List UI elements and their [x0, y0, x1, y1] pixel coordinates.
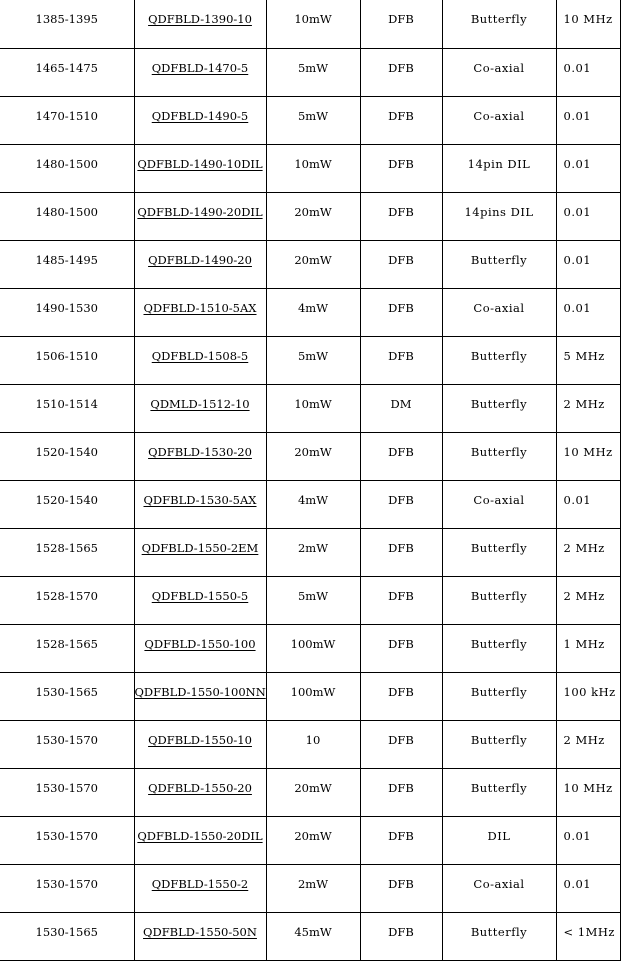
package-cell: Butterfly [442, 528, 556, 576]
table-row [0, 240, 620, 288]
package-cell: Butterfly [442, 912, 556, 960]
table-row [0, 624, 620, 672]
part-number-link[interactable]: QDFBLD-1550-5 [151, 588, 249, 603]
laser-type-cell: DFB [360, 912, 442, 960]
package-cell: Butterfly [442, 624, 556, 672]
power-cell: 20mW [266, 768, 360, 816]
table-row [0, 96, 620, 144]
laser-type-cell: DFB [360, 336, 442, 384]
power-cell: 5mW [266, 48, 360, 96]
linewidth-cell: 0.01 [556, 288, 620, 336]
part-number-link[interactable]: QDFBLD-1510-5AX [143, 300, 257, 315]
wavelength-cell: 1465-1475 [0, 48, 134, 96]
wavelength-cell: 1528-1565 [0, 624, 134, 672]
power-cell: 20mW [266, 816, 360, 864]
part-number-cell [134, 576, 266, 624]
part-number-link[interactable]: QDFBLD-1550-20 [148, 780, 252, 795]
wavelength-cell: 1530-1565 [0, 912, 134, 960]
linewidth-cell: 5 MHz [556, 336, 620, 384]
wavelength-cell: 1528-1565 [0, 528, 134, 576]
laser-type-cell: DFB [360, 288, 442, 336]
linewidth-cell: 2 MHz [556, 384, 620, 432]
part-number-link[interactable]: QDFBLD-1390-10 [148, 12, 252, 26]
wavelength-cell: 1485-1495 [0, 240, 134, 288]
table-row [0, 432, 620, 480]
laser-type-cell: DFB [360, 528, 442, 576]
table-row [0, 864, 620, 912]
table-row [0, 48, 620, 96]
part-number-cell [134, 864, 266, 912]
part-number-link[interactable]: QDFBLD-1470-5 [151, 60, 249, 75]
linewidth-cell: 100 kHz [556, 672, 620, 720]
part-number-cell [134, 432, 266, 480]
package-cell: Butterfly [442, 720, 556, 768]
part-number-link[interactable]: QDFBLD-1490-20DIL [137, 204, 263, 219]
linewidth-cell: 0.01 [556, 816, 620, 864]
package-cell: Co-axial [442, 48, 556, 96]
power-cell: 10 [266, 720, 360, 768]
wavelength-cell: 1490-1530 [0, 288, 134, 336]
part-number-link[interactable]: QDFBLD-1508-5 [151, 348, 249, 363]
power-cell: 5mW [266, 96, 360, 144]
power-cell: 4mW [266, 288, 360, 336]
part-number-link[interactable]: QDFBLD-1550-2 [151, 876, 249, 891]
power-cell: 2mW [266, 864, 360, 912]
linewidth-cell: 10 MHz [556, 0, 620, 48]
table-row [0, 384, 620, 432]
package-cell: 14pins DIL [442, 192, 556, 240]
power-cell: 4mW [266, 480, 360, 528]
table-row [0, 480, 620, 528]
part-number-cell [134, 912, 266, 960]
wavelength-cell: 1506-1510 [0, 336, 134, 384]
part-number-cell [134, 48, 266, 96]
laser-type-cell: DFB [360, 480, 442, 528]
laser-type-cell: DM [360, 384, 442, 432]
package-cell: 14pin DIL [442, 144, 556, 192]
power-cell: 10mW [266, 144, 360, 192]
package-cell: Co-axial [442, 96, 556, 144]
linewidth-cell: 0.01 [556, 240, 620, 288]
laser-type-cell: DFB [360, 576, 442, 624]
wavelength-cell: 1470-1510 [0, 96, 134, 144]
part-number-cell [134, 336, 266, 384]
linewidth-cell: 2 MHz [556, 576, 620, 624]
wavelength-cell: 1510-1514 [0, 384, 134, 432]
linewidth-cell: < 1MHz [556, 912, 620, 960]
laser-type-cell: DFB [360, 96, 442, 144]
power-cell: 10mW [266, 384, 360, 432]
linewidth-cell: 0.01 [556, 480, 620, 528]
power-cell: 10mW [266, 0, 360, 48]
linewidth-cell: 2 MHz [556, 720, 620, 768]
linewidth-cell: 0.01 [556, 192, 620, 240]
wavelength-cell: 1520-1540 [0, 432, 134, 480]
linewidth-cell: 2 MHz [556, 528, 620, 576]
part-number-cell [134, 528, 266, 576]
wavelength-cell: 1480-1500 [0, 192, 134, 240]
laser-type-cell: DFB [360, 720, 442, 768]
package-cell: Butterfly [442, 240, 556, 288]
part-number-link[interactable]: QDFBLD-1550-100NN [134, 684, 266, 699]
laser-type-cell: DFB [360, 768, 442, 816]
package-cell: Butterfly [442, 336, 556, 384]
laser-type-cell: DFB [360, 0, 442, 48]
package-cell: Butterfly [442, 576, 556, 624]
table-row [0, 768, 620, 816]
table-row [0, 288, 620, 336]
part-number-link[interactable]: QDFBLD-1490-20 [148, 252, 252, 267]
part-number-cell [134, 768, 266, 816]
part-number-link[interactable]: QDFBLD-1550-100 [144, 636, 256, 651]
laser-type-cell: DFB [360, 672, 442, 720]
linewidth-cell: 1 MHz [556, 624, 620, 672]
laser-type-cell: DFB [360, 864, 442, 912]
laser-type-cell: DFB [360, 144, 442, 192]
wavelength-cell: 1385-1395 [0, 0, 134, 48]
power-cell: 100mW [266, 672, 360, 720]
power-cell: 20mW [266, 240, 360, 288]
part-number-link[interactable]: QDFBLD-1490-5 [151, 108, 249, 123]
part-number-link[interactable]: QDFBLD-1530-5AX [143, 492, 257, 507]
wavelength-cell: 1528-1570 [0, 576, 134, 624]
part-number-cell [134, 384, 266, 432]
package-cell: Co-axial [442, 288, 556, 336]
part-number-link[interactable]: QDFBLD-1490-10DIL [137, 156, 263, 171]
power-cell: 45mW [266, 912, 360, 960]
wavelength-cell: 1530-1570 [0, 864, 134, 912]
power-cell: 5mW [266, 336, 360, 384]
part-number-cell [134, 672, 266, 720]
part-number-cell [134, 624, 266, 672]
laser-type-cell: DFB [360, 816, 442, 864]
table-row [0, 672, 620, 720]
part-number-cell [134, 480, 266, 528]
wavelength-cell: 1530-1570 [0, 816, 134, 864]
wavelength-cell: 1530-1570 [0, 768, 134, 816]
power-cell: 2mW [266, 528, 360, 576]
wavelength-cell: 1480-1500 [0, 144, 134, 192]
part-number-cell [134, 192, 266, 240]
table-row [0, 720, 620, 768]
wavelength-cell: 1520-1540 [0, 480, 134, 528]
part-number-link[interactable]: QDMLD-1512-10 [150, 396, 250, 411]
laser-type-cell: DFB [360, 48, 442, 96]
wavelength-cell: 1530-1565 [0, 672, 134, 720]
part-number-link[interactable]: QDFBLD-1550-50N [143, 924, 257, 939]
package-cell: Co-axial [442, 480, 556, 528]
table-row [0, 912, 620, 960]
laser-type-cell: DFB [360, 624, 442, 672]
part-number-cell [134, 96, 266, 144]
package-cell: DIL [442, 816, 556, 864]
part-number-link[interactable]: QDFBLD-1550-20DIL [137, 828, 263, 843]
laser-type-cell: DFB [360, 192, 442, 240]
part-number-cell [134, 144, 266, 192]
table-row [0, 192, 620, 240]
part-number-cell [134, 240, 266, 288]
linewidth-cell: 0.01 [556, 144, 620, 192]
part-number-cell [134, 0, 266, 48]
table-row [0, 816, 620, 864]
linewidth-cell: 0.01 [556, 48, 620, 96]
linewidth-cell: 0.01 [556, 864, 620, 912]
laser-type-cell: DFB [360, 240, 442, 288]
power-cell: 20mW [266, 432, 360, 480]
package-cell: Co-axial [442, 864, 556, 912]
power-cell: 100mW [266, 624, 360, 672]
package-cell: Butterfly [442, 672, 556, 720]
package-cell: Butterfly [442, 0, 556, 48]
part-number-link[interactable]: QDFBLD-1530-20 [148, 444, 252, 459]
power-cell: 20mW [266, 192, 360, 240]
linewidth-cell: 10 MHz [556, 432, 620, 480]
part-number-link[interactable]: QDFBLD-1550-2EM [141, 540, 259, 555]
linewidth-cell: 10 MHz [556, 768, 620, 816]
part-number-cell [134, 288, 266, 336]
part-number-cell [134, 816, 266, 864]
package-cell: Butterfly [442, 384, 556, 432]
table-row [0, 576, 620, 624]
table-row [0, 528, 620, 576]
table-row [0, 336, 620, 384]
part-number-link[interactable]: QDFBLD-1550-10 [148, 732, 252, 747]
part-number-cell [134, 720, 266, 768]
package-cell: Butterfly [442, 768, 556, 816]
wavelength-cell: 1530-1570 [0, 720, 134, 768]
table-row [0, 144, 620, 192]
linewidth-cell: 0.01 [556, 96, 620, 144]
laser-type-cell: DFB [360, 432, 442, 480]
table-row [0, 0, 620, 48]
power-cell: 5mW [266, 576, 360, 624]
package-cell: Butterfly [442, 432, 556, 480]
